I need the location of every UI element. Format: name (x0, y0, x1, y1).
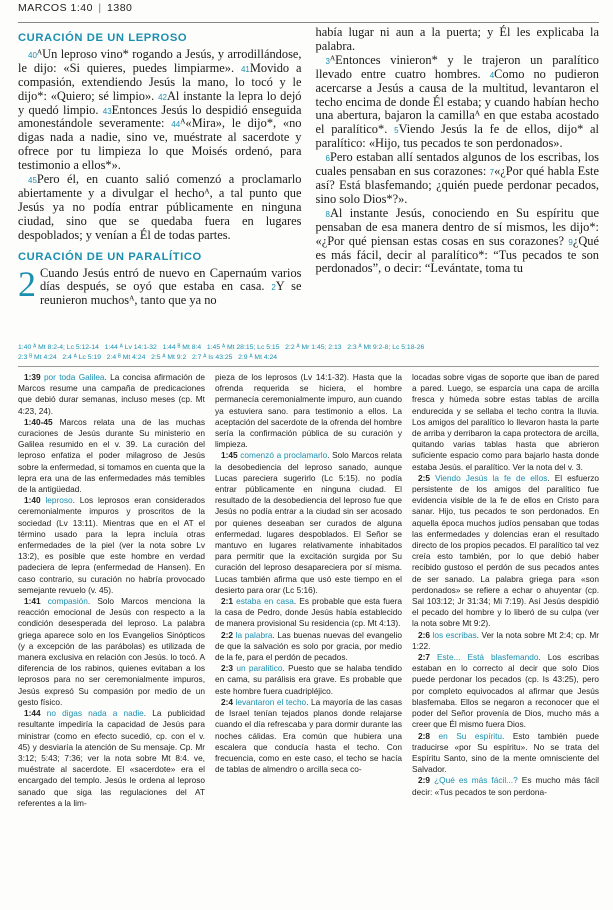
note-keyword: leproso (45, 495, 73, 506)
verse-text: «¿Por qué habla Este así? Está blasfemando; ¿quién puede perdonar pecados, sino solo Dios*?». (315, 164, 599, 206)
verse-text: Al instante la lepra lo dejó y quedó limpio. (18, 88, 302, 117)
note-text: Es mucho más fácil decir: «Tus pecados te son perdona- (412, 775, 599, 797)
verse-text: Al instante Jesús, conociendo en Su espíritu que pensaban de esa manera dentro de sí mismos, les dijo*: «¿Por qué piensan estas cosas en sus corazones? (315, 205, 599, 248)
study-note (18, 372, 205, 417)
verse-text: Y se reunieron muchosᴬ, tanto que ya no (40, 279, 302, 308)
note-text: . El esfuerzo persistente de los amigos del paralítico fue evidencia visible de la fe de ellos en Cristo para sanar. Hijo, tus pecados te son perdonados. En aquella época muchos judíos pensaban que todas las enfermedades y dolencias eran el resultado directo de los propios pecados. El paralítico tal vez creía esto también, por lo que debió haber recibido gustoso el perdón de sus pecados antes de ser sanado. La palabra griega para «son perdonados» se refiere a echar o ahuyentar (cp. Sal 103:12; Jr 31:34; Mi 7:19). Así Jesús despidió el pecado del hombre y lo liberó de su culpa (ver la nota sobre Mt 9:2). (412, 472, 599, 629)
note-text: . Puesto que se halaba tendido en cama, su parálisis era grave. Es probable que este hombre fuera cuadripléjico. (215, 663, 403, 696)
note-text: . Las buenas nuevas del evangelio de que la salvación es solo por gracia, por medio de la fe, para el perdón de pecados. (215, 629, 402, 663)
verse-text: había lugar ni aun a la puerta; y Él les explicaba la palabra. (315, 25, 599, 53)
paragraph (316, 207, 600, 277)
scripture-columns (18, 26, 599, 308)
note-reference: 2:3 (221, 663, 233, 674)
note-reference: 2:4 (221, 696, 233, 707)
study-note (215, 630, 402, 664)
note-reference: 2:7 (418, 652, 430, 663)
note-reference: 1:44 (24, 708, 41, 719)
paragraph (316, 26, 600, 54)
separator: | (98, 2, 102, 14)
running-head (18, 2, 132, 14)
note-text: . Los leprosos eran considerados ceremonialmente impuros y proscritos de la sociedad (Lv 13:11). Mientras que en el AT el término usado para la lepra incluía otras enfermedades de la piel (ver la nota sobre Lv 13:2), es posible que este hombre en verdad padeciera de lepra (enfermedad de Hansen). En caso contrario, su curación no habría provocado semejante revuelo (v. 45). (18, 495, 205, 595)
verse-number: 8 (325, 209, 330, 219)
verse-number: 2 (271, 283, 276, 293)
verse-number: 40 (28, 50, 37, 60)
note-text: . Esto también puede traducirse «por Su espíritu». No se trata del Espíritu Santo, sino de la mente omnisciente del Salvador. (412, 730, 599, 775)
note-reference: 1:41 (24, 596, 41, 607)
cross-references (18, 343, 599, 363)
note-reference: 1:40-45 (24, 416, 53, 427)
study-note (412, 731, 599, 776)
verse-number: 4 (489, 70, 495, 80)
note-keyword: un paralítico (236, 663, 283, 674)
note-keyword: los escribas (432, 629, 477, 640)
study-note (412, 775, 599, 797)
note-text: . Ver la nota sobre Mt 2:4; cp. Mr 1:22. (412, 629, 599, 651)
note-text: . Solo Marcos menciona la reacción emocional de Jesús con respecto a la condición desesperada del leproso. La palabra griega aparece solo en los Evangelios Sinópticos (y a excepción de las parábolas) es utilizada de manera exclusiva en relación con Jesús. lo tocó. A diferencia de los rabinos, quienes evitaban a los leprosos para no ser ceremonialmente impuros, Jesús expresó Su compasión por medio de un gesto físico. (18, 596, 206, 707)
note-text: Marcos relata una de las muchas curaciones de Jesús durante Su ministerio en Galilea resumido en el v. 39. La curación del leproso enfatiza el poder milagroso de Jesús sobre la enfermedad, si tomamos en cuenta que la lepra era una de las enfermedades más temibles de la antigüedad. (18, 416, 205, 495)
verse-number: 41 (240, 64, 250, 74)
scripture-left-column (18, 26, 302, 308)
verse-text: ᴬUn leproso vino* rogando a Jesús, y arrodillándose, le dijo: «Si quieres, puedes limpiarme». (18, 46, 302, 75)
cross-reference: 1:45 ᴬ Mt 28:15; Lc 5:15 (206, 344, 280, 351)
note-text: . La concisa afirmación de Marcos resume una campaña de predicaciones que debió durar semanas, incluso meses (cp. Mt 4:23, 24). (18, 372, 205, 416)
cross-reference: 2:2 ᴬ Mr 1:45; 2:13 (285, 344, 342, 351)
verse-number: 3 (325, 56, 330, 66)
notes-column-1 (18, 372, 205, 809)
study-note (18, 596, 205, 708)
study-note (215, 596, 402, 630)
section-heading-paralytic: CURACIÓN DE UN PARALÍTICO (18, 250, 202, 263)
note-keyword: estaba en casa (236, 596, 294, 607)
chapter-number: 2 (18, 263, 36, 304)
paragraph (316, 54, 600, 151)
note-reference: 2:5 (418, 472, 430, 483)
note-keyword: compasión (47, 596, 88, 607)
study-note (215, 450, 402, 596)
verse-text: Como no pudieron acercarse a Jesús a causa de la multitud, levantaron el techo encima de donde Él estaba; y cuando habían hecho una abertura, bajaron la camillaᴬ en que estaba acostado el paralítico*. (315, 66, 599, 137)
paragraph (316, 151, 600, 207)
note-keyword: comenzó a proclamarlo (240, 450, 328, 461)
scripture-right-column (316, 26, 600, 308)
note-keyword: Este... Está blasfemando (436, 652, 539, 663)
study-note (412, 652, 599, 730)
verse-text: Viendo Jesús la fe de ellos, dijo* al paralítico: «Hijo, tus pecados te son perdonados». (315, 122, 599, 151)
verse-number: 9 (568, 237, 573, 247)
study-note (412, 473, 599, 630)
verse-text: ᴬEntonces vinieron* y le trajeron un paralítico llevado entre cuatro hombres. (315, 52, 599, 81)
note-text: . Solo Marcos relata la desobediencia del leproso sanado, aunque Lucas pareciera sugerirlo (Lc 5:15). no podía entrar públicamente en ninguna ciudad. El resultado de la desobediencia del leproso fue que Jesús no podía entrar a la ciudad sin ser acosado por quienes deseaban ser curados de alguna enfermedad. lugares despoblados. El Señor se mantuvo en lugares relativamente inhabitados para permitir que la excitación surgida por Su curación del leproso desapareciera por sí misma. Lucas también afirma que usó este tiempo en el desierto para orar (Lc 5:16). (215, 450, 402, 595)
cross-reference: 1:44 ᴮ Mt 8:4 (162, 344, 202, 351)
study-note (215, 372, 402, 450)
note-reference: 1:39 (24, 372, 41, 382)
cross-reference: 1:40 ᴬ Mt 8:2-4; Lc 5:12-14 (18, 344, 99, 351)
study-note (215, 697, 402, 775)
notes-column-2 (215, 372, 402, 809)
cross-reference: 2:9 ᴬ Mt 4:24 (238, 354, 278, 361)
note-reference: 1:45 (221, 450, 238, 461)
verse-number: 6 (325, 154, 330, 164)
paragraph (18, 48, 302, 173)
note-text: pieza de los leprosos (Lv 14:1-32). Hasta que la ofrenda requerida se hiciera, el hombre permanecía ceremonialmente impuro, aun cuando ya estuviera sano. para testimonio a ellos. La aceptación del sacerdote de la ofrenda del hombre sería la confirmación pública de su curación y limpieza. (215, 372, 402, 450)
page-number: 1380 (107, 2, 133, 14)
note-text: locadas sobre vigas de soporte que iban de pared a pared. Luego, se esparcía una capa de arcilla fresca y húmeda sobre estas tablas de arcilla endurecida y se sellaba el techo contra la lluvia. Los amigos del paralítico lo llevaron hasta la parte de arriba y derribaron la capa protectora de arcilla, quitando varias tablas hasta que abrieron suficiente espacio como para bajarlo hasta donde estaba Jesús. el paralítico. Ver la nota del v. 3. (412, 372, 599, 472)
verse-number: 43 (102, 106, 112, 116)
note-reference: 2:6 (418, 629, 430, 640)
book-reference: MARCOS 1:40 (18, 2, 93, 14)
note-keyword: no digas nada a nadie (46, 708, 144, 719)
note-keyword: la palabra (235, 629, 273, 640)
verse-number: 42 (158, 92, 167, 102)
note-reference: 2:2 (221, 629, 233, 640)
notes-column-3 (412, 372, 599, 809)
verse-text: Pero estaban allí sentados algunos de los escribas, los cuales pensaban en sus corazones: (315, 150, 599, 179)
note-keyword: Viendo Jesús la fe de ellos (435, 472, 548, 483)
study-note (18, 495, 205, 596)
note-keyword: en Su espíritu (438, 730, 503, 741)
note-keyword: por toda Galilea (43, 372, 105, 382)
note-text: . La mayoría de las casas de Israel tenían tejados planos donde relajarse cuando el día refrescaba y para dormir durante las noches cálidas. Era común que hubiera una escalera que conducía hasta el techo. Con frecuencia, como en este caso, el techo se hacía de tablas de almendro o arcilla seca co- (215, 696, 402, 775)
note-reference: 1:40 (24, 495, 41, 506)
cross-reference: 2:3 ᴮ Mt 4:24 (18, 354, 57, 361)
verse-text: Cuando Jesús entró de nuevo en Capernaúm varios días después, se oyó que estaba en casa. (40, 265, 302, 294)
study-note (18, 417, 205, 495)
note-keyword: ¿Qué es más fácil...? (434, 775, 518, 786)
paragraph (18, 263, 302, 309)
note-reference: 2:8 (418, 730, 430, 741)
cross-reference: 2:3 ᴬ Mt 9:2-8; Lc 5:18-26 (347, 344, 425, 351)
paragraph (18, 173, 302, 243)
cross-reference: 2:4 ᴬ Lc 5:19 (62, 354, 101, 361)
study-note (412, 372, 599, 473)
cross-reference: 1:44 ᴬ Lv 14:1-32 (104, 344, 157, 351)
verse-number: 44 (171, 120, 181, 130)
note-text: . Los escribas estaban en lo correcto al decir que solo Dios puede perdonar los pecados (cp. Is 43:25), pero por completo equivocados al afirmar que Jesús blasfemaba. Ellos se negaron a reconocer que el poder del Señor provenía de Dios, mucho más a creer que Él mismo fuera Dios. (412, 652, 600, 730)
cross-reference: 2:4 ᴮ Mt 4:24 (106, 354, 146, 361)
note-text: . Es probable que esta fuera la casa de Pedro, donde Jesús había establecido de manera provisional Su residencia (cp. Mt 4:13). (215, 596, 402, 629)
verse-text: ᴬ«Mira», le dijo*, «no digas nada a nadie, sino ve, muéstrate al sacerdote y ofrece por tu limpieza lo que Moisés ordenó, para testimonio a ellos*». (18, 116, 302, 173)
study-note (18, 708, 205, 809)
verse-number: 7 (489, 168, 495, 178)
verse-text: Entonces Jesús lo despidió enseguida amonestándole severamente: (18, 102, 302, 131)
note-keyword: levantaron el techo (235, 696, 307, 707)
study-note (215, 663, 402, 697)
verse-number: 45 (28, 176, 37, 186)
notes-rule (18, 366, 599, 367)
verse-text: ¿Qué es más fácil, decir al paralítico*: “Tus pecados te son perdonados”, o decir: “Levántate, toma tu (315, 233, 599, 276)
note-reference: 2:9 (418, 775, 430, 786)
cross-reference: 2:5 ᴬ Mt 9:2 (151, 354, 187, 361)
verse-text: Movido a compasión, extendiendo Jesús la mano, lo tocó y le dijo*: «Quiero; sé limpio». (18, 60, 302, 103)
verse-number: 5 (394, 126, 399, 136)
section-heading-leper: CURACIÓN DE UN LEPROSO (18, 32, 188, 44)
study-notes (18, 372, 599, 809)
study-note (412, 630, 599, 652)
note-text: . La publicidad resultante impediría la capacidad de Jesús para ministrar (como en efecto sucedió, cp. con el v. 45) y desviaría la atención de Su mensaje. Cp. Mr 3:12; 5:43; 7:36; ver la nota sobre Mt 8:4. ve, muéstrate al sacerdote. El «sacerdote» era el encargado del templo. Jesús le ordena al leproso sanado que siga las regulaciones del AT referentes a la lim- (18, 708, 205, 808)
note-reference: 2:1 (221, 596, 233, 607)
header-rule (18, 22, 599, 23)
verse-text: Pero él, en cuanto salió comenzó a proclamarlo abiertamente y a divulgar el hechoᴬ, a tal punto que Jesús ya no podía entrar públicamente en ninguna ciudad, sino que se quedaba fuera en lugares despoblados; y venían a Él de todas partes. (18, 172, 302, 242)
cross-reference: 2:7 ᴬ Is 43:25 (191, 354, 233, 361)
